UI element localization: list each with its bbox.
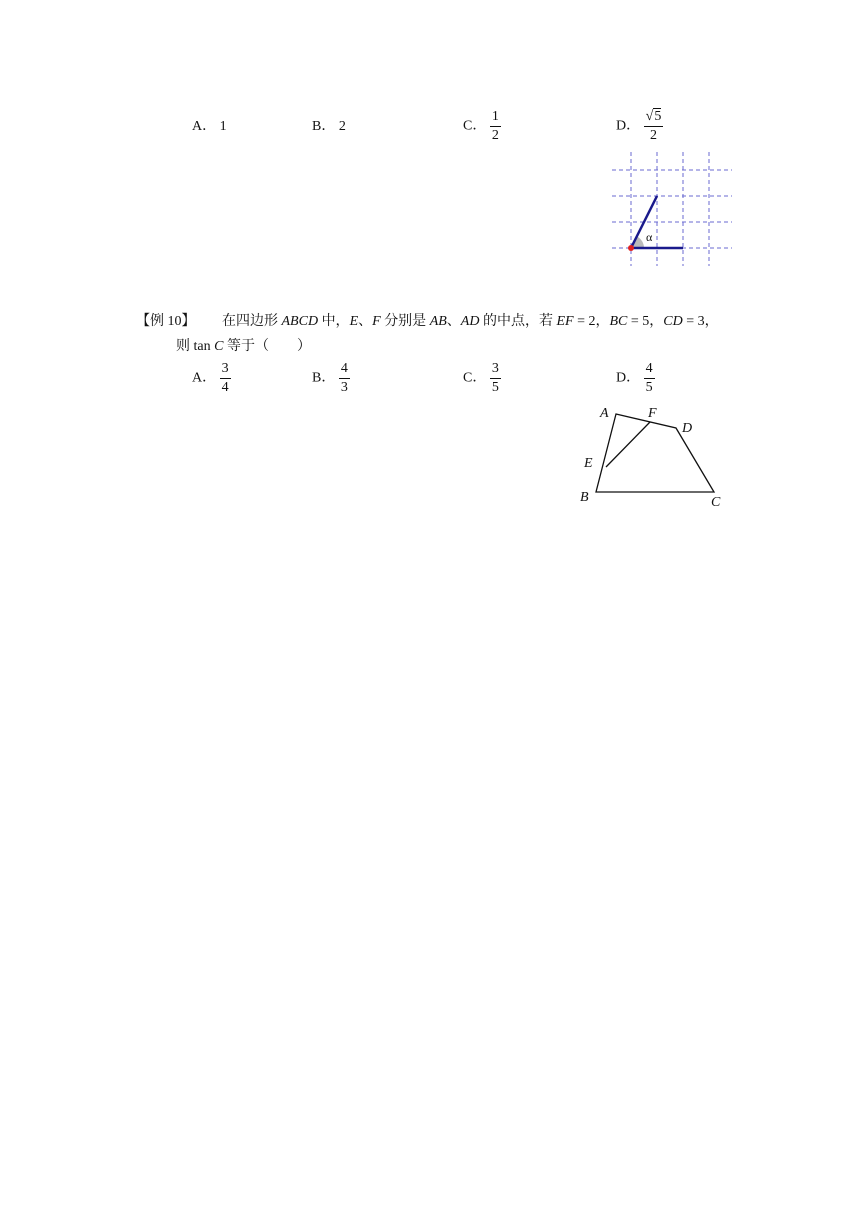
vertex-label-f: F: [648, 406, 657, 421]
numerator: 3: [491, 361, 499, 376]
math-abcd: ABCD: [281, 314, 319, 329]
q9-option-d: [616, 109, 663, 144]
denominator: 2: [649, 128, 657, 143]
option-value: 2: [338, 119, 346, 134]
q10-option-b: [312, 361, 350, 396]
text: = 2，: [573, 314, 610, 329]
text: 等于（ ）: [223, 339, 311, 354]
sqrt-sign: √: [645, 109, 654, 124]
math-e: E: [349, 314, 359, 329]
denominator: 5: [645, 380, 653, 395]
fraction: [490, 109, 501, 144]
q9-option-c: [463, 109, 501, 144]
option-letter: D．: [616, 370, 641, 386]
fraction: [220, 361, 231, 396]
vertex-dot: [628, 245, 634, 251]
text: = 5，: [627, 314, 664, 329]
math-c: C: [214, 339, 224, 354]
denominator: 2: [491, 128, 499, 143]
numerator: 3: [221, 361, 229, 376]
math-cd: CD: [663, 314, 683, 329]
math-ad: AD: [460, 314, 480, 329]
fraction: [644, 109, 664, 144]
text: 、: [446, 314, 461, 329]
text: 分别是: [380, 314, 430, 329]
option-letter: A．: [192, 370, 217, 386]
text: 在四边形: [222, 314, 282, 329]
q9-option-b: [312, 118, 346, 136]
q9-grid-figure: [606, 148, 738, 270]
radicand: 5: [654, 109, 662, 124]
option-letter: B．: [312, 370, 336, 386]
q9-option-a: [192, 118, 227, 136]
vertex-label-a: A: [600, 406, 609, 421]
option-letter: C．: [463, 370, 487, 386]
option-letter: B．: [312, 119, 336, 134]
option-letter: C．: [463, 118, 487, 134]
text: 则 tan: [176, 339, 215, 354]
math-bc: BC: [609, 314, 628, 329]
text: 中，: [318, 314, 350, 329]
numerator: [644, 109, 664, 125]
q10-label: 【例 10】: [136, 314, 196, 329]
vertex-label-c: C: [711, 495, 721, 510]
numerator: 1: [491, 109, 499, 124]
q10-option-c: [463, 361, 501, 396]
text: = 3，: [682, 314, 719, 329]
vertex-label-b: B: [580, 490, 589, 505]
quadrilateral-abcd: [596, 414, 714, 492]
text: 、: [358, 314, 373, 329]
vertex-label-d: D: [682, 421, 693, 436]
math-f: F: [372, 314, 381, 329]
denominator: 4: [221, 380, 229, 395]
denominator: 3: [340, 380, 348, 395]
q10-text-line1: [222, 309, 719, 335]
option-letter: D．: [616, 118, 641, 134]
option-letter: A．: [192, 119, 217, 134]
numerator: 4: [645, 361, 653, 376]
fraction: [339, 361, 350, 396]
math-ab: AB: [429, 314, 447, 329]
option-value: 1: [219, 119, 227, 134]
angle-label: α: [646, 230, 653, 244]
math-ef: EF: [556, 314, 574, 329]
denominator: 5: [491, 380, 499, 395]
fraction: [644, 361, 655, 396]
q10-option-a: [192, 361, 231, 396]
q10-option-d: [616, 361, 655, 396]
fraction: [490, 361, 501, 396]
q10-quadrilateral-figure: [570, 398, 730, 514]
numerator: 4: [340, 361, 348, 376]
text: 的中点，若: [479, 314, 557, 329]
q10-text-line2: [176, 334, 311, 360]
vertex-label-e: E: [584, 456, 593, 471]
